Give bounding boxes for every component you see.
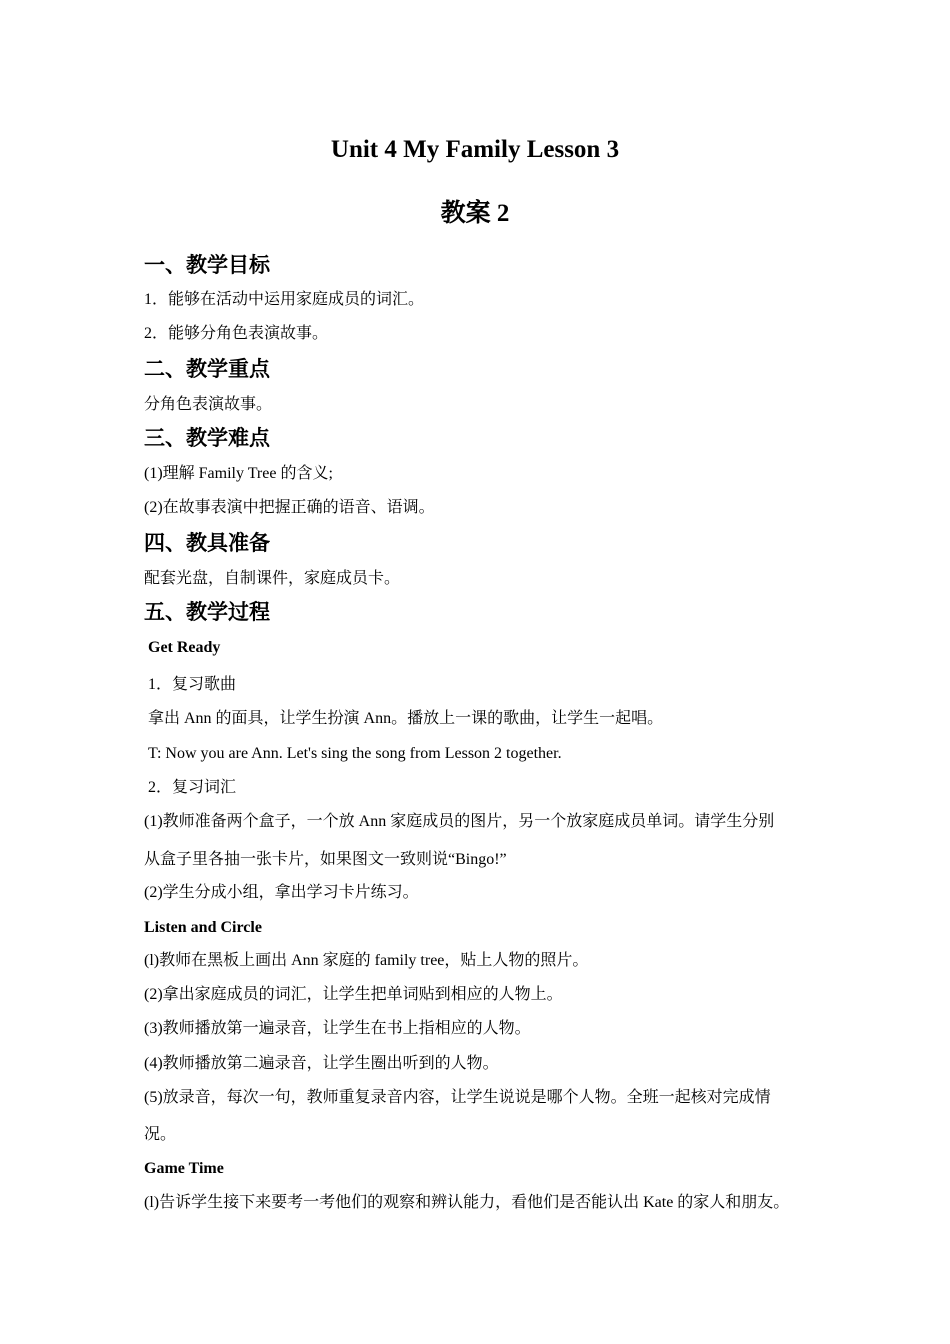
process-line: 况。 xyxy=(144,1126,177,1143)
process-line: 从盒子里各抽一张卡片，如果图文一致则说“Bingo!” xyxy=(144,851,507,868)
process-line: (3)教师播放第一遍录音，让学生在书上指相应的人物。 xyxy=(144,1020,531,1037)
process-line: (4)教师播放第二遍录音，让学生圈出听到的人物。 xyxy=(144,1055,499,1072)
section-heading-materials: 四、教具准备 xyxy=(144,531,270,555)
section-heading-objectives: 一、教学目标 xyxy=(144,253,270,277)
process-line: (l)教师在黑板上画出 Ann 家庭的 family tree，贴上人物的照片。 xyxy=(144,952,589,969)
objective-line: 2．能够分角色表演故事。 xyxy=(144,325,329,342)
objective-line: 1．能够在活动中运用家庭成员的词汇。 xyxy=(144,291,425,308)
process-line: 1．复习歌曲 xyxy=(148,676,237,693)
process-line: (2)拿出家庭成员的词汇，让学生把单词贴到相应的人物上。 xyxy=(144,986,563,1003)
subsection-game-time: Game Time xyxy=(144,1160,224,1177)
subsection-listen-and-circle: Listen and Circle xyxy=(144,919,262,936)
section-heading-difficulties: 三、教学难点 xyxy=(144,426,270,450)
section-heading-key-points: 二、教学重点 xyxy=(144,357,270,381)
materials-line: 配套光盘，自制课件，家庭成员卡。 xyxy=(144,570,401,587)
process-line: T: Now you are Ann. Let's sing the song from Lesson 2 together. xyxy=(148,745,562,762)
process-line: 拿出 Ann 的面具，让学生扮演 Ann。播放上一课的歌曲，让学生一起唱。 xyxy=(148,710,664,727)
process-line: 2．复习词汇 xyxy=(148,779,237,796)
process-line: (l)告诉学生接下来要考一考他们的观察和辨认能力，看他们是否能认出 Kate 的家人和朋友。 xyxy=(144,1194,790,1211)
difficulty-line: (1)理解 Family Tree 的含义; xyxy=(144,465,333,482)
document-subtitle: 教案 2 xyxy=(440,200,510,227)
difficulty-line: (2)在故事表演中把握正确的语音、语调。 xyxy=(144,499,435,516)
key-point-line: 分角色表演故事。 xyxy=(144,396,273,413)
section-heading-process: 五、教学过程 xyxy=(144,600,270,624)
document-title: Unit 4 My Family Lesson 3 xyxy=(330,136,620,163)
process-line: (1)教师准备两个盒子，一个放 Ann 家庭成员的图片，另一个放家庭成员单词。请学生分别 xyxy=(144,813,775,830)
process-line: (2)学生分成小组，拿出学习卡片练习。 xyxy=(144,884,419,901)
subsection-get-ready: Get Ready xyxy=(148,639,221,656)
process-line: (5)放录音，每次一句，教师重复录音内容，让学生说说是哪个人物。全班一起核对完成情 xyxy=(144,1089,771,1106)
